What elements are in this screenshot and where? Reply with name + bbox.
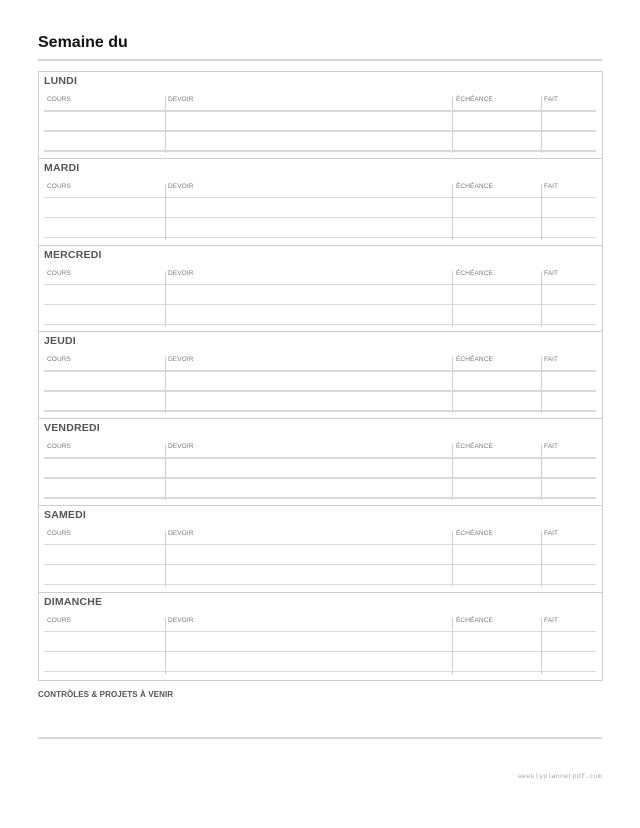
column-header-echeance: ÉCHÉANCE <box>456 356 493 364</box>
writing-line[interactable] <box>44 390 596 392</box>
writing-line[interactable] <box>44 284 596 286</box>
column-divider <box>165 97 166 153</box>
column-header-cours: COURS <box>47 96 71 103</box>
writing-line[interactable] <box>44 671 596 673</box>
day-name: LUNDI <box>44 75 78 87</box>
column-header-fait: FAIT <box>544 182 559 190</box>
day-name: MARDI <box>44 161 80 174</box>
column-divider <box>452 271 453 327</box>
column-header-cours: COURS <box>47 269 71 277</box>
column-divider <box>452 531 453 587</box>
column-header-devoir: DEVOIR <box>168 182 194 190</box>
column-divider <box>165 357 166 413</box>
column-divider <box>541 97 542 153</box>
column-header-devoir: DEVOIR <box>168 529 194 537</box>
day-section-lundi <box>39 72 602 159</box>
day-section-samedi <box>39 506 602 593</box>
column-divider <box>452 184 453 240</box>
writing-line[interactable] <box>44 130 596 132</box>
writing-line[interactable] <box>44 237 596 239</box>
writing-line[interactable] <box>44 564 596 566</box>
column-header-devoir: DEVOIR <box>168 443 194 451</box>
column-header-echeance: ÉCHÉANCE <box>456 182 493 190</box>
column-divider <box>165 444 166 500</box>
column-header-fait: FAIT <box>544 529 559 537</box>
column-header-cours: COURS <box>47 529 71 537</box>
writing-line[interactable] <box>44 197 596 199</box>
column-header-devoir: DEVOIR <box>168 356 194 364</box>
column-divider <box>452 444 453 500</box>
day-section-vendredi <box>39 419 602 506</box>
column-header-echeance: ÉCHÉANCE <box>456 443 493 451</box>
column-header-cours: COURS <box>47 443 71 451</box>
column-header-echeance: ÉCHÉANCE <box>456 529 493 537</box>
column-divider <box>541 271 542 327</box>
day-name: VENDREDI <box>44 422 100 435</box>
writing-line[interactable] <box>44 457 596 459</box>
writing-line[interactable] <box>44 150 596 152</box>
column-divider <box>541 184 542 240</box>
column-divider <box>452 97 453 153</box>
column-divider <box>541 618 542 674</box>
column-divider <box>165 618 166 674</box>
column-header-echeance: ÉCHÉANCE <box>456 269 493 277</box>
writing-line[interactable] <box>44 497 596 499</box>
column-header-echeance: ÉCHÉANCE <box>456 616 493 624</box>
day-name: SAMEDI <box>44 508 87 521</box>
day-section-dimanche <box>39 593 602 680</box>
writing-line[interactable] <box>44 631 596 633</box>
column-divider <box>165 184 166 240</box>
column-header-fait: FAIT <box>544 616 559 624</box>
column-header-echeance: ÉCHÉANCE <box>456 96 493 103</box>
column-header-devoir: DEVOIR <box>168 96 194 103</box>
writing-line[interactable] <box>44 410 596 412</box>
writing-line[interactable] <box>44 370 596 372</box>
page-title: Semaine du <box>38 34 128 51</box>
upcoming-tests-projects-label: CONTRÔLES & PROJETS À VENIR <box>38 690 174 699</box>
column-header-fait: FAIT <box>544 443 559 451</box>
day-name: JEUDI <box>44 335 76 348</box>
column-header-devoir: DEVOIR <box>168 269 194 277</box>
day-section-mercredi <box>39 246 602 333</box>
column-header-devoir: DEVOIR <box>168 616 194 624</box>
writing-line[interactable] <box>44 324 596 326</box>
weekly-planner-grid <box>38 71 603 681</box>
column-header-fait: FAIT <box>544 269 559 277</box>
column-header-cours: COURS <box>47 616 71 624</box>
writing-line[interactable] <box>44 544 596 546</box>
upcoming-writing-line[interactable] <box>38 737 602 739</box>
column-header-cours: COURS <box>47 356 71 364</box>
title-underline <box>38 59 602 61</box>
writing-line[interactable] <box>44 110 596 112</box>
writing-line[interactable] <box>44 304 596 306</box>
day-section-jeudi <box>39 332 602 419</box>
day-section-mardi <box>39 159 602 246</box>
column-divider <box>541 357 542 413</box>
column-divider <box>165 531 166 587</box>
column-header-fait: FAIT <box>544 356 559 364</box>
column-divider <box>452 357 453 413</box>
column-header-cours: COURS <box>47 182 71 190</box>
column-divider <box>541 444 542 500</box>
column-divider <box>452 618 453 674</box>
website-credit: weeklyplannerpdf.com <box>517 773 602 780</box>
writing-line[interactable] <box>44 651 596 653</box>
day-name: MERCREDI <box>44 248 102 261</box>
writing-line[interactable] <box>44 217 596 219</box>
day-name: DIMANCHE <box>44 595 103 608</box>
writing-line[interactable] <box>44 477 596 479</box>
column-divider <box>541 531 542 587</box>
column-header-fait: FAIT <box>544 96 559 103</box>
writing-line[interactable] <box>44 584 596 586</box>
column-divider <box>165 271 166 327</box>
